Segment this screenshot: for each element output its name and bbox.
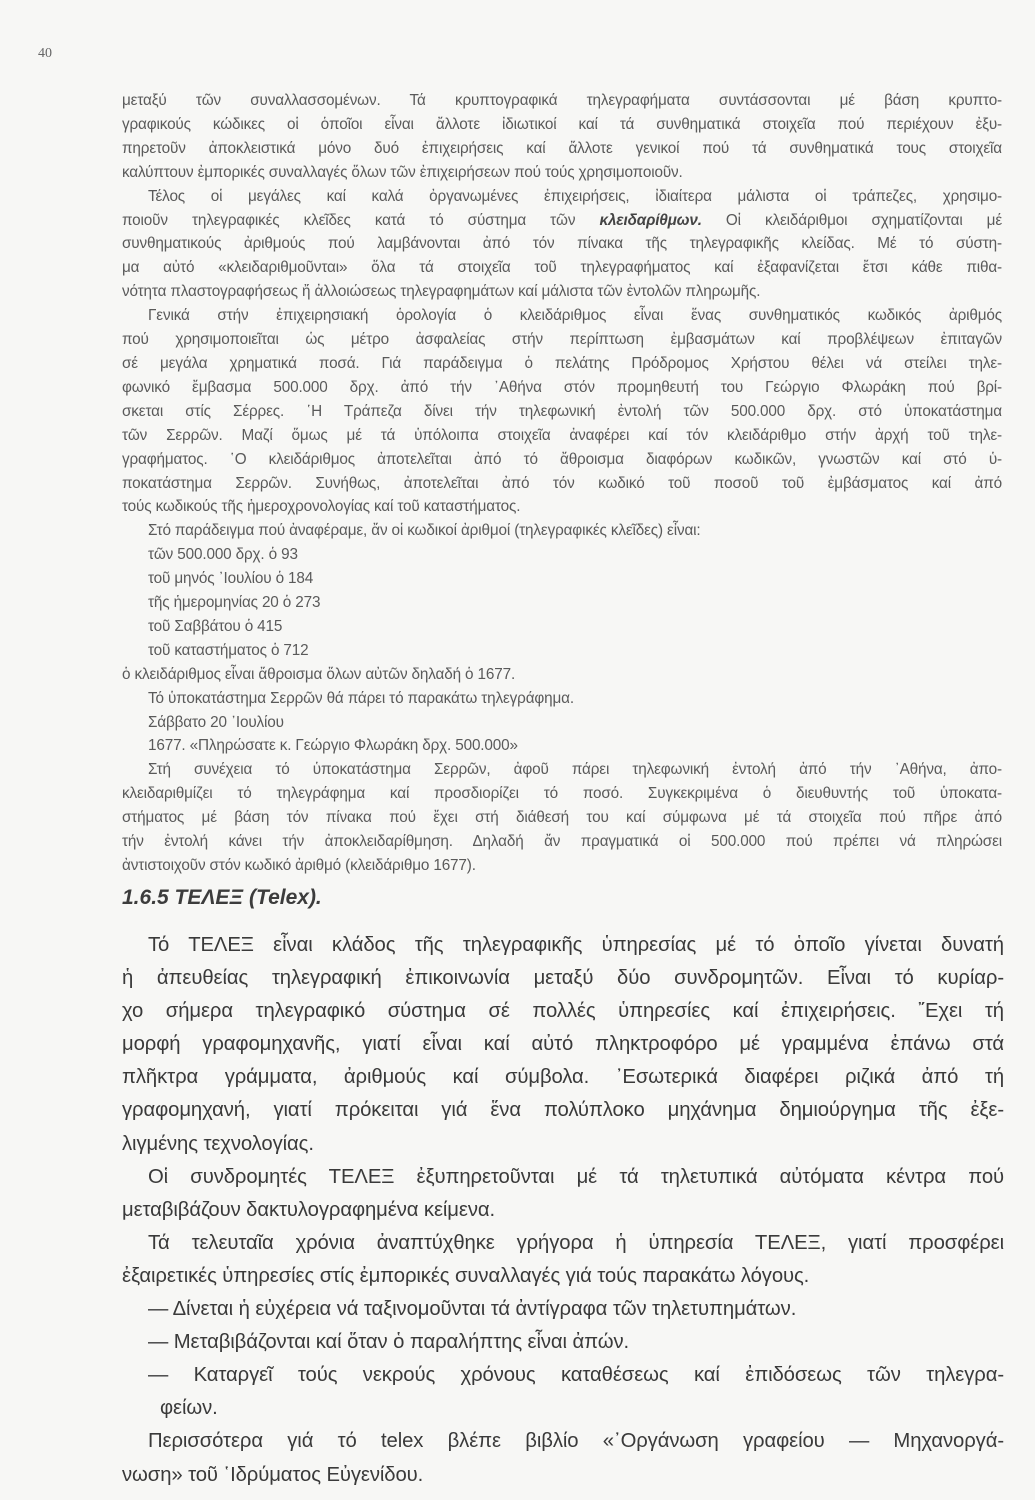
text-line: τῶν Σερρῶν. Μαζί ὅμως μέ τά ὑπόλοιπα στοιχεῖα ἀναφέρει καί τόν κλειδάριθμο στήν ἀρχή τοῦ τηλε- xyxy=(122,426,1002,444)
text-line: — Καταργεῖ τούς νεκρούς χρόνους καταθέσεως καί ἐπιδόσεως τῶν τηλεγρα- xyxy=(148,1364,1004,1387)
text-line: Τό ΤΕΛΕΞ εἶναι κλάδος τῆς τηλεγραφικῆς ὑπηρεσίας μέ τό ὁποῖο γίνεται δυνατή xyxy=(148,934,1004,956)
text-line: σκεται στίς Σέρρες. ῾Η Τράπεζα δίνει τήν τηλεφωνική ἐντολή τῶν 500.000 δρχ. στό ὑποκατάστημα xyxy=(122,402,1002,420)
paragraph xyxy=(122,1425,1004,1491)
text-line: τούς κωδικούς τῆς ἡμεροχρονολογίας καί τοῦ καταστήματος. xyxy=(122,498,521,516)
paragraph xyxy=(122,758,1002,878)
paragraph xyxy=(122,734,1002,758)
text-line: γραφικούς κώδικες οἱ ὁποῖοι εἶναι ἄλλοτε ἰδιωτικοί καί τά συνθηματικά στοιχεῖα πού περιέχουν ἐξυ- xyxy=(122,115,1002,133)
text-line: μα αὐτό «κλειδαριθμοῦνται» ὅλα τά στοιχεῖα τοῦ τηλεγραφήματος καί ἐξαφανίζεται ἔτσι κάθε πιθα- xyxy=(122,259,1002,277)
emphasized-term: κλειδαρίθμων. xyxy=(599,211,702,229)
text-line: ἀντιστοιχοῦν στόν κωδικό ἀριθμό (κλειδάριθμο 1677). xyxy=(122,857,476,874)
text-line: — Δίνεται ἡ εὐχέρεια νά ταξινομοῦνται τά ἀντίγραφα τῶν τηλετυπημάτων. xyxy=(148,1298,797,1321)
text-line: ὁ κλειδάριθμος εἶναι ἄθροισμα ὅλων αὐτῶν δηλαδή ὁ 1677. xyxy=(122,665,516,683)
paragraph xyxy=(122,1227,1004,1293)
text-line: Στό παράδειγμα πού ἀναφέραμε, ἄν οἱ κωδικοί ἀριθμοί (τηλεγραφικές κλεῖδες) εἶναι: xyxy=(148,522,701,540)
text-line: πού χρησιμοποιεῖται ὡς μέτρο ἀσφαλείας στήν περίπτωση ἐμβασμάτων καί προβλέψεων ἐπιταγῶν xyxy=(122,331,1002,349)
text-line: Περισσότερα γιά τό telex βλέπε βιβλίο «᾽Οργάνωση γραφείου — Μηχανοργά- xyxy=(148,1430,1004,1453)
section-heading-telex: 1.6.5 ΤΕΛΕΞ (Telex). xyxy=(122,886,322,909)
paragraph xyxy=(122,663,1002,687)
text-line: Σάββατο 20 ᾽Ιουλίου xyxy=(148,713,284,731)
text-line: γραφομηχανή, γιατί πρόκειται γιά ἕνα πολύπλοκο μηχάνημα δημιούργημα τῆς ἐξε- xyxy=(122,1099,1004,1122)
text-line: μεταβιβάζουν δακτυλογραφημένα κείμενα. xyxy=(122,1198,496,1221)
section-cryptographic-telegrams xyxy=(122,89,1002,878)
text-line xyxy=(122,209,1002,233)
text-line: φείων. xyxy=(160,1397,218,1420)
text-line: τῆς ἡμερομηνίας 20 ὁ 273 xyxy=(148,594,321,612)
bullet-item xyxy=(122,1293,1004,1326)
text-line: φωνικό ἔμβασμα 500.000 δρχ. ἀπό τήν ᾽Αθήνα στόν προμηθευτή του Γεώργιο Φλωράκη πού βρί- xyxy=(122,378,1002,396)
text-segment: Οἱ κλειδάριθμοι σχηματίζονται μέ xyxy=(701,211,1002,229)
bullet-item xyxy=(122,1359,1004,1425)
text-line: Τέλος οἱ μεγάλες καί καλά ὀργανωμένες ἐπιχειρήσεις, ἰδιαίτερα μάλιστα οἱ τράπεζες, χρησιμο- xyxy=(148,187,1002,205)
text-line: μεταξύ τῶν συναλλασσομένων. Τά κρυπτογραφικά τηλεγραφήματα συντάσσονται μέ βάση κρυπτο- xyxy=(122,92,1002,109)
text-line: λιγμένης τεχνολογίας. xyxy=(122,1132,314,1155)
section-telex xyxy=(122,929,1004,1492)
text-line: στήματος μέ βάση τόν πίνακα πού ἔχει στή διάθεσή του καί σύμφωνα μέ τά στοιχεῖα πού πῆρε ἀπό xyxy=(122,809,1002,827)
paragraph xyxy=(122,543,1002,567)
paragraph xyxy=(122,519,1002,543)
text-line: Στή συνέχεια τό ὑποκατάστημα Σερρῶν, ἀφοῦ πάρει τηλεφωνική ἐντολή ἀπό τήν ᾽Αθήνα, ἀπο- xyxy=(148,761,1002,779)
text-line: τοῦ καταστήματος ὁ 712 xyxy=(148,641,309,659)
text-line: ἐξαιρετικές ὑπηρεσίες στίς ἐμπορικές συναλλαγές γιά τούς παρακάτω λόγους. xyxy=(122,1264,810,1287)
text-line: μορφή γραφομηχανῆς, γιατί εἶναι καί αὐτό πληκτροφόρο μέ γραμμένα ἐπάνω στά xyxy=(122,1033,1004,1056)
text-line: γραφήματος. ῾Ο κλειδάριθμος ἀποτελεῖται ἀπό τό ἄθροισμα διαφόρων κωδικῶν, γνωστῶν καί στό ὑ- xyxy=(122,450,1002,468)
paragraph xyxy=(122,304,1002,519)
text-line: πλῆκτρα γράμματα, ἀριθμούς καί σύμβολα. ᾽Εσωτερικά διαφέρει ριζικά ἀπό τή xyxy=(122,1066,1004,1089)
text-line: ποκατάστημα Σερρῶν. Συνήθως, ἀποτελεῖται ἀπό τόν κωδικό τοῦ ποσοῦ τοῦ ἐμβάσματος καί ἀπό xyxy=(122,474,1002,492)
text-line: τοῦ Σαββάτου ὁ 415 xyxy=(148,617,283,635)
text-line: τήν ἐντολή κάνει τήν ἀποκλειδαρίθμηση. Δηλαδή ἄν πραγματικά οἱ 500.000 πού πρέπει νά πληρώσει xyxy=(122,833,1002,851)
paragraph xyxy=(122,711,1002,735)
page-number: 40 xyxy=(38,46,52,61)
paragraph xyxy=(122,185,1002,305)
text-line: 1677. «Πληρώσατε κ. Γεώργιο Φλωράκη δρχ. 500.000» xyxy=(148,737,518,755)
paragraph xyxy=(122,929,1004,1161)
paragraph xyxy=(122,615,1002,639)
text-line: χο σήμερα τηλεγραφικό σύστημα σέ πολλές ὑπηρεσίες καί ἐπιχειρήσεις. ῎Εχει τή xyxy=(122,1000,1004,1023)
text-line: νότητα πλαστογραφήσεως ἤ ἀλλοιώσεως τηλεγραφημάτων καί μάλιστα τῶν ἐντολῶν πληρωμῆς. xyxy=(122,283,761,301)
text-line: Οἱ συνδρομητές ΤΕΛΕΞ ἐξυπηρετοῦνται μέ τά τηλετυπικά αὐτόματα κέντρα πού xyxy=(148,1165,1004,1188)
text-line: Γενικά στήν ἐπιχειρησιακή ὁρολογία ὁ κλειδάριθμος εἶναι ἕνας συνθηματικός κωδικός ἀριθμός xyxy=(148,307,1002,325)
text-line: ἡ ἀπευθείας τηλεγραφική ἐπικοινωνία μεταξύ δύο συνδρομητῶν. Εἶναι τό κυρίαρ- xyxy=(122,967,1004,990)
paragraph xyxy=(122,89,1002,185)
text-segment: ποιοῦν τηλεγραφικές κλεῖδες κατά τό σύστημα τῶν xyxy=(122,211,600,229)
bullet-item xyxy=(122,1326,1004,1359)
paragraph xyxy=(122,591,1002,615)
paragraph xyxy=(122,687,1002,711)
paragraph xyxy=(122,1161,1004,1227)
text-line: τῶν 500.000 δρχ. ὁ 93 xyxy=(148,546,298,564)
text-line: συνθηματικούς ἀριθμούς πού λαμβάνονται ἀπό τόν πίνακα τῆς τηλεγραφικῆς κλείδας. Μέ τό σύστη- xyxy=(122,235,1002,253)
text-line: κλειδαριθμίζει τό τηλεγράφημα καί προσδιορίζει τό ποσό. Συγκεκριμένα ὁ διευθυντής τοῦ ὑποκατα- xyxy=(122,785,1002,803)
text-line: — Μεταβιβάζονται καί ὅταν ὁ παραλήπτης εἶναι ἀπών. xyxy=(148,1331,630,1354)
text-line: σέ μεγάλα χρηματικά ποσά. Γιά παράδειγμα ὁ πελάτης Πρόδρομος Χρήστου θέλει νά στείλει τηλε- xyxy=(122,354,1002,372)
text-line: Τά τελευταῖα χρόνια ἀναπτύχθηκε γρήγορα ἡ ὑπηρεσία ΤΕΛΕΞ, γιατί προσφέρει xyxy=(148,1231,1004,1254)
paragraph xyxy=(122,567,1002,591)
text-line: τοῦ μηνός ᾽Ιουλίου ὁ 184 xyxy=(148,570,314,588)
text-line: νωση» τοῦ ῾Ιδρύματος Εὐγενίδου. xyxy=(122,1463,424,1486)
paragraph xyxy=(122,639,1002,663)
text-line: πηρετοῦν ἀποκλειστικά μόνο δυό ἐπιχειρήσεις καί ἄλλοτε γενικοί πού τά συνθηματικά τους στοιχεῖα xyxy=(122,139,1002,157)
text-line: Τό ὑποκατάστημα Σερρῶν θά πάρει τό παρακάτω τηλεγράφημα. xyxy=(148,689,574,707)
text-line: καλύπτουν ἐμπορικές συναλλαγές ὅλων τῶν ἐπιχειρήσεων πού τούς χρησιμοποιοῦν. xyxy=(122,163,683,181)
